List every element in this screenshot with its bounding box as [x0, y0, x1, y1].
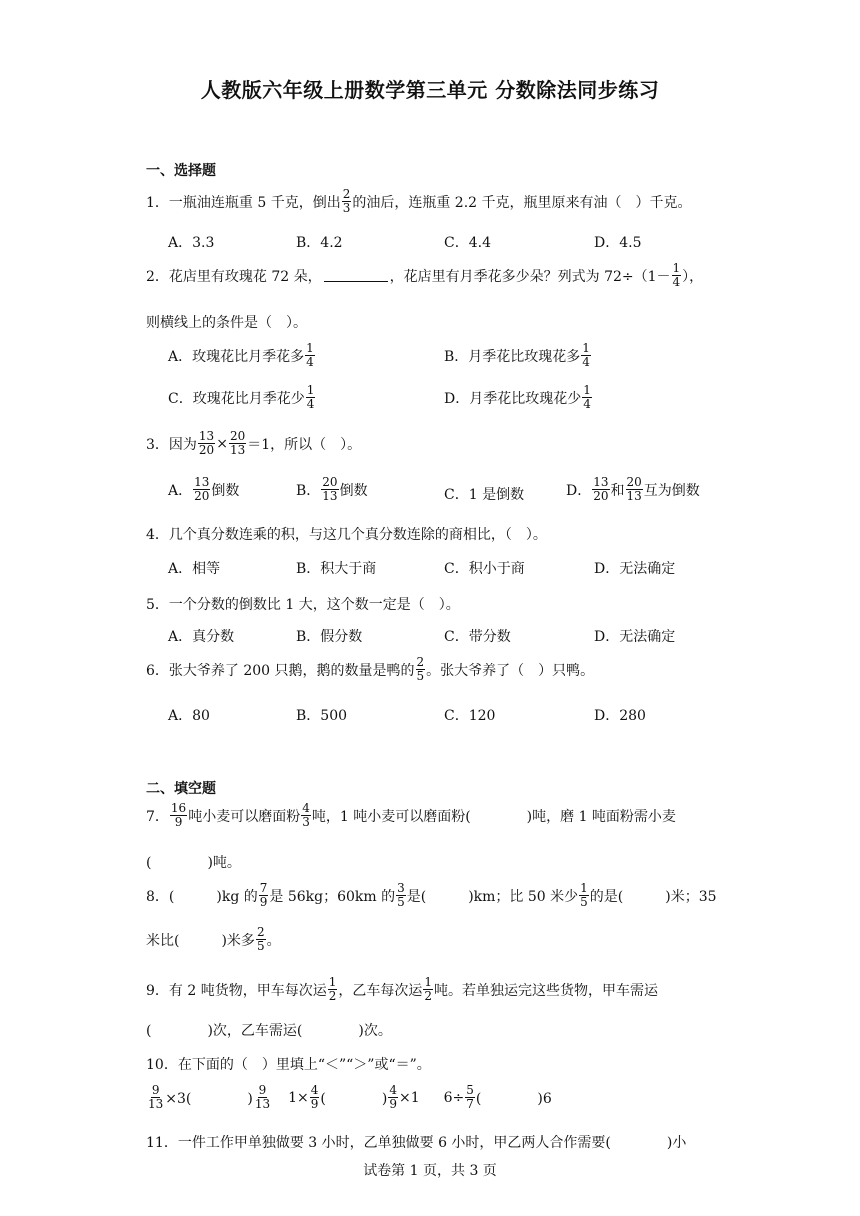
q2-text-post: ）， [682, 268, 704, 285]
q5-option-b[interactable]: B．假分数 [296, 629, 363, 645]
q2-option-a[interactable]: A．玫瑰花比月季花多 $\frac{1}{4}$ [168, 341, 314, 369]
q1-option-c[interactable]: C．4.4 [444, 235, 491, 251]
section-heading-fill: 二、填空题 [146, 781, 216, 797]
q2-blank [324, 269, 388, 282]
q3-option-a[interactable]: A． $\frac{13}{20}$ 倒数 [168, 475, 240, 503]
page-footer: 试卷第 1 页，共 3 页 [363, 1163, 497, 1179]
q6-option-d[interactable]: D．280 [594, 708, 646, 724]
q1-fraction: $\frac{2}{3}$ [342, 187, 351, 215]
q8-text-line2: 米比( )米多 $\frac{2}{5}$ 。 [146, 925, 281, 953]
question-2 [146, 262, 703, 289]
q1-option-a[interactable]: A．3.3 [168, 235, 215, 251]
question-4: 4．几个真分数连乘的积，与这几个真分数连除的商相比，（ ）。 [146, 527, 547, 543]
q2-text-mid: ，花店里有月季花多少朵？列式为 72÷（1－ [389, 268, 671, 285]
q6-option-a[interactable]: A．80 [168, 708, 210, 724]
question-10: 10．在下面的（ ）里填上“＜”“＞”或“＝”。 [146, 1057, 431, 1073]
q9-text-line2: ( )次，乙车需运( )次。 [146, 1023, 392, 1039]
q3-option-c[interactable]: C．1 是倒数 [444, 487, 525, 503]
question-1 [146, 188, 692, 215]
question-8: 8．( )kg 的 $\frac{7}{9}$ 是 56kg；60km 的 $\frac{3}{5}$ 是( )km；比 50 米少 $\frac{1}{5}$ 的是( )米；35 [146, 881, 717, 909]
question-9: 9．有 2 吨货物，甲车每次运 $\frac{1}{2}$ ，乙车每次运 $\frac{1}{2}$ 吨。若单独运完这些货物，甲车需运 [146, 975, 658, 1003]
q7-text-line2: ( )吨。 [146, 855, 241, 871]
page-title: 人教版六年级上册数学第三单元 分数除法同步练习 [200, 78, 660, 102]
q3-option-d[interactable]: D． $\frac{13}{20}$ 和 $\frac{20}{13}$ 互为倒数 [566, 475, 700, 503]
question-6: 6．张大爷养了 200 只鹅，鹅的数量是鸭的 $\frac{2}{5}$ 。张大爷养了（ ）只鸭。 [146, 655, 595, 683]
question-11: 11．一件工作甲单独做要 3 小时，乙单独做要 6 小时，甲乙两人合作需要( )小 [146, 1135, 687, 1151]
q2-fraction: $\frac{1}{4}$ [672, 261, 681, 289]
q1-option-b[interactable]: B．4.2 [296, 235, 343, 251]
q5-option-d[interactable]: D．无法确定 [594, 629, 676, 645]
question-3: 3．因为 $\frac{13}{20}$ × $\frac{20}{13}$ ＝1，所以（ ）。 [146, 429, 362, 457]
q4-option-b[interactable]: B．积大于商 [296, 561, 377, 577]
q5-option-a[interactable]: A．真分数 [168, 629, 235, 645]
q6-option-b[interactable]: B．500 [296, 708, 348, 724]
q6-option-c[interactable]: C．120 [444, 708, 496, 724]
q1-text-pre: 1．一瓶油连瓶重 5 千克，倒出 [146, 194, 341, 211]
q10-expressions: $\frac{9}{13}$ ×3( ) $\frac{9}{13}$ 1× $\frac{4}{9}$ ( ) $\frac{4}{9}$ ×1 6÷ $\frac{5}{7}$ ( )6 [148, 1083, 552, 1111]
q4-option-c[interactable]: C．积小于商 [444, 561, 525, 577]
section-heading-choice: 一、选择题 [146, 163, 216, 179]
q2-option-d[interactable]: D．月季花比玫瑰花少 $\frac{1}{4}$ [444, 383, 591, 411]
question-7: 7． $\frac{16}{9}$ 吨小麦可以磨面粉 $\frac{4}{3}$ 吨，1 吨小麦可以磨面粉( )吨，磨 1 吨面粉需小麦 [146, 801, 676, 829]
q3-option-b[interactable]: B． $\frac{20}{13}$ 倒数 [296, 475, 368, 503]
q4-option-d[interactable]: D．无法确定 [594, 561, 676, 577]
q2-text-line2: 则横线上的条件是（ ）。 [146, 315, 307, 331]
question-5: 5．一个分数的倒数比 1 大，这个数一定是（ ）。 [146, 597, 460, 613]
q2-option-c[interactable]: C．玫瑰花比月季花少 $\frac{1}{4}$ [168, 383, 315, 411]
q1-text-post: 的油后，连瓶重 2.2 千克，瓶里原来有油（ ）千克。 [352, 194, 692, 211]
q4-option-a[interactable]: A．相等 [168, 561, 221, 577]
q2-option-b[interactable]: B．月季花比玫瑰花多 $\frac{1}{4}$ [444, 341, 590, 369]
q2-text-pre: 2．花店里有玫瑰花 72 朵， [146, 268, 322, 285]
q1-option-d[interactable]: D．4.5 [594, 235, 642, 251]
q5-option-c[interactable]: C．带分数 [444, 629, 511, 645]
